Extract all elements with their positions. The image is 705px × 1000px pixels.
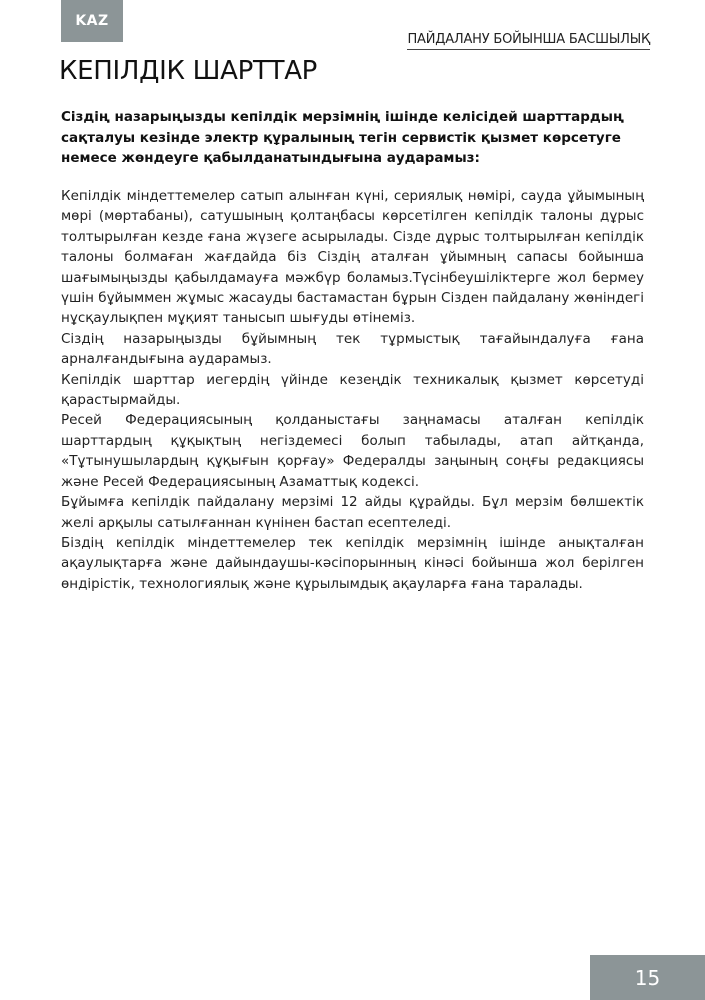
body-paragraph: Ресей Федерациясының қолданыстағы заңнамасы аталған кепілдік шарттардың құқықтың негіздемесі болып табылады, атап айтқанда, «Тұтынушылардың құқығын қорғау» Федералды заңының соңғы редакциясы және Ресей Федерациясының Азаматтық кодексі. bbox=[61, 412, 644, 490]
language-tab: KAZ bbox=[61, 0, 123, 42]
body-paragraph: Бұйымға кепілдік пайдалану мерзімі 12 айды құрайды. Бұл мерзім бөлшектік желі арқылы сатылғаннан күнінен бастап есептеледі. bbox=[61, 494, 644, 531]
body-paragraph: Сіздің назарыңызды бұйымның тек тұрмыстық тағайындалуға ғана арналғандығына аударамыз. bbox=[61, 330, 644, 368]
intro-paragraph: Сіздің назарыңызды кепілдік мерзімнің ішінде келісідей шарттардың сақталуы кезінде электр құралының тегін сервистік қызмет көрсетуге немесе жөндеуге қабылданатындығына аударамыз: bbox=[61, 109, 624, 166]
page-title: КЕПІЛДІК ШАРТТАР bbox=[59, 56, 318, 86]
body-text bbox=[61, 186, 644, 594]
page-number: 15 bbox=[590, 955, 705, 1000]
body-paragraph: Кепілдік міндеттемелер сатып алынған күні, сериялық нөмірі, сауда ұйымының мөрі (мөртабаны), сатушының қолтаңбасы көрсетілген кепілдік талоны дұрыс толтырылған кезде ғана жүзеге асырылады. Сізде дұрыс толтырылған кепілдік талоны болмаған жағдайда біз Сіздің аталған ұйымның сапасы бойынша шағымыңызды қабылдамауға мәжбүр боламыз.Түсінбеушіліктерге жол бермеу үшін бұйыммен жұмыс жасауды бастамастан бұрын Сізден пайдалану жөніндегі нұсқаулықпен мұқият танысып шығуды өтінеміз. bbox=[61, 188, 644, 327]
body-paragraph: Кепілдік шарттар иегердің үйінде кезеңдік техникалық қызмет көрсетуді қарастырмайды. bbox=[61, 371, 644, 409]
manual-running-header: ПАЙДАЛАНУ БОЙЫНША БАСШЫЛЫҚ bbox=[407, 32, 650, 50]
body-paragraph: Біздің кепілдік міндеттемелер тек кепілдік мерзімнің ішінде анықталған ақаулықтарға және дайындаушы-кәсіпорынның кінәсі бойынша жол берілген өндірістік, технологиялық және құрылымдық ақауларға ғана таралады. bbox=[61, 534, 644, 592]
